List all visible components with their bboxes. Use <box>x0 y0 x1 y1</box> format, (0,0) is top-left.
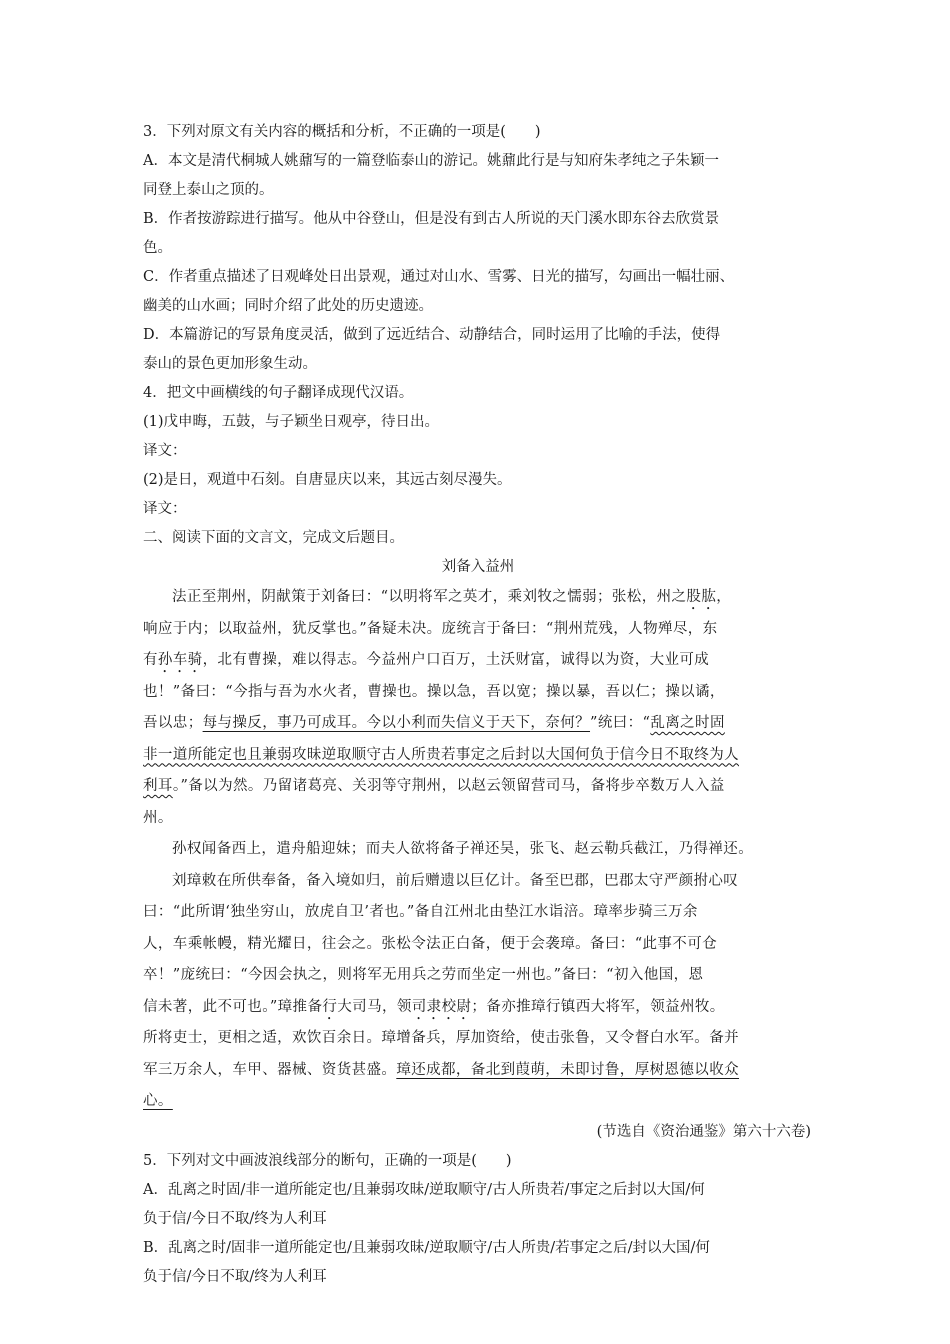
question-3 <box>143 118 813 379</box>
passage-line <box>143 708 813 740</box>
option-a-line-1: A．本文是清代桐城人姚鼐写的一篇登临泰山的游记。姚鼐此行是与知府朱孝纯之子朱颖一 <box>143 153 719 169</box>
sentence-1: (1)戊申晦，五鼓，与子颖坐日观亭，待日出。 <box>143 414 440 430</box>
question-5 <box>143 1147 813 1292</box>
question-4 <box>143 379 813 524</box>
text-span: ”统曰：“ <box>590 715 651 731</box>
text-span: ；备亦推璋行镇西大将军，领益州牧。 <box>471 998 725 1015</box>
underlined-sentence: 每与操反，事乃可成耳。今以小利而失信义于天下，奈何？ <box>202 715 591 731</box>
text-span: ，北有曹操，难以得志。今益州户口百万，土沃财富，诚得以为资，大业可成 <box>202 652 710 668</box>
dotted-word: 孙车骑 <box>157 652 203 668</box>
text-span: 大司马，领 <box>337 998 412 1015</box>
option-b-line-2: 色。 <box>143 240 172 256</box>
text-span: 法正至荆州，阴献策于刘备曰：“以明将军之英才，乘刘牧之懦弱；张松，州之 <box>172 589 687 605</box>
dotted-word: 股肱 <box>686 589 717 605</box>
text-span: 。”备以为然。乃留诸葛亮、关羽等守荆州，以赵云领留营司马，备将步卒数万人入益 <box>172 778 725 794</box>
question-4-stem: 4．把文中画横线的句子翻译成现代汉语。 <box>143 385 414 401</box>
passage-body <box>143 582 813 1118</box>
passage-line: 响应于内；以取益州，犹反掌也。”备疑未决。庞统言于备曰：“荆州荒残，人物殚尽，东 <box>143 620 718 637</box>
option-c-line-2: 幽美的山水画；同时介绍了此处的历史遗迹。 <box>143 298 433 314</box>
option-a-line-1: A．乱离之时固/非一道所能定也/且兼弱攻昧/逆取顺守/古人所贵若/事定之后封以大国/何 <box>143 1181 705 1198</box>
passage-line: 孙权闻备西上，遣舟船迎妹；而夫人欲将备子禅还吴，张飞、赵云勒兵截江，乃得禅还。 <box>172 841 754 857</box>
passage-line <box>143 1055 813 1087</box>
passage-line: 卒！”庞统曰：“今因会执之，则将军无用兵之劳而坐定一州也。”备曰：“初入他国，恩 <box>143 967 704 983</box>
question-5-stem: 5．下列对文中画波浪线部分的断句，正确的一项是( ) <box>143 1152 512 1169</box>
passage-line: 刘璋敕在所供奉备，备入境如归，前后赠遗以巨亿计。备至巴郡，巴郡太守严颜拊心叹 <box>172 872 739 889</box>
text-span: 信未著，此不可也。”璋推备 <box>143 998 323 1015</box>
translation-label-1: 译文： <box>143 443 187 459</box>
passage-line <box>143 1086 813 1118</box>
wavy-underlined-text: 利耳 <box>143 778 173 794</box>
passage-line <box>143 771 813 803</box>
wavy-underlined-text: 非一道所能定也且兼弱攻昧逆取顺守古人所贵若事定之后封以大国何负于信今日不取终为人 <box>143 746 739 763</box>
passage-line <box>143 740 813 772</box>
passage-line: 也！”备曰：“今指与吾为水火者，曹操也。操以急，吾以宽；操以暴，吾以仁；操以谲， <box>143 683 725 700</box>
passage-line <box>143 992 813 1024</box>
passage-line: 曰：“此所谓‘独坐穷山，放虎自卫’者也。”备自江州北由垫江水诣涪。璋率步骑三万余 <box>143 904 698 920</box>
underlined-sentence: 璋还成都，备北到葭萌，未即讨鲁，厚树恩德以收众 <box>396 1061 740 1078</box>
passage-line: 州。 <box>143 809 173 826</box>
sentence-2: (2)是日，观道中石刻。自唐显庆以来，其远古刻尽漫失。 <box>143 472 512 488</box>
option-c-line-1: C．作者重点描述了日观峰处日出景观，通过对山水、雪雾、日光的描写，勾画出一幅壮丽、 <box>143 269 735 285</box>
option-a-line-2: 同登上泰山之顶的。 <box>143 182 274 198</box>
question-3-stem: 3．下列对原文有关内容的概括和分析，不正确的一项是( ) <box>143 124 541 140</box>
option-b-line-1: B．作者按游踪进行描写。他从中谷登山，但是没有到古人所说的天门溪水即东谷去欣赏景 <box>143 211 720 227</box>
source-citation: (节选自《资治通鉴》第六十六卷) <box>596 1123 811 1140</box>
underlined-sentence: 心。 <box>143 1093 173 1109</box>
text-span: 有 <box>143 652 158 668</box>
text-span: 吾以忠； <box>143 715 203 731</box>
text-span: 军三万余人，车甲、器械、资货甚盛。 <box>143 1061 397 1078</box>
option-a-line-2: 负于信/今日不取/终为人利耳 <box>143 1210 327 1227</box>
passage-line: 人，车乘帐幔，精光耀日，往会之。张松令法正白备，便于会袭璋。备曰：“此事不可仓 <box>143 935 718 952</box>
option-d-line-1: D．本篇游记的写景角度灵活，做到了远近结合、动静结合，同时运用了比喻的手法，使得 <box>143 327 721 343</box>
dotted-word: 行 <box>322 998 338 1015</box>
document-page <box>143 118 813 1292</box>
dotted-word: 司隶校尉 <box>411 998 472 1015</box>
wavy-underlined-text: 乱离之时固 <box>650 715 725 731</box>
translation-label-2: 译文： <box>143 501 187 517</box>
passage-line: 所将吏士，更相之适，欢饮百余日。璋增备兵，厚加资给，使击张鲁，又令督白水军。备并 <box>143 1030 739 1046</box>
section-heading: 二、阅读下面的文言文，完成文后题目。 <box>143 530 404 546</box>
option-b-line-1: B．乱离之时/固非一道所能定也/且兼弱攻昧/逆取顺守/古人所贵/若事定之后/封以大国/何 <box>143 1239 710 1256</box>
passage-line <box>143 582 813 614</box>
text-span: ， <box>716 589 732 605</box>
option-d-line-2: 泰山的景色更加形象生动。 <box>143 356 317 372</box>
passage-title: 刘备入益州 <box>441 559 515 575</box>
passage-line <box>143 645 813 677</box>
option-b-line-2: 负于信/今日不取/终为人利耳 <box>143 1268 327 1285</box>
